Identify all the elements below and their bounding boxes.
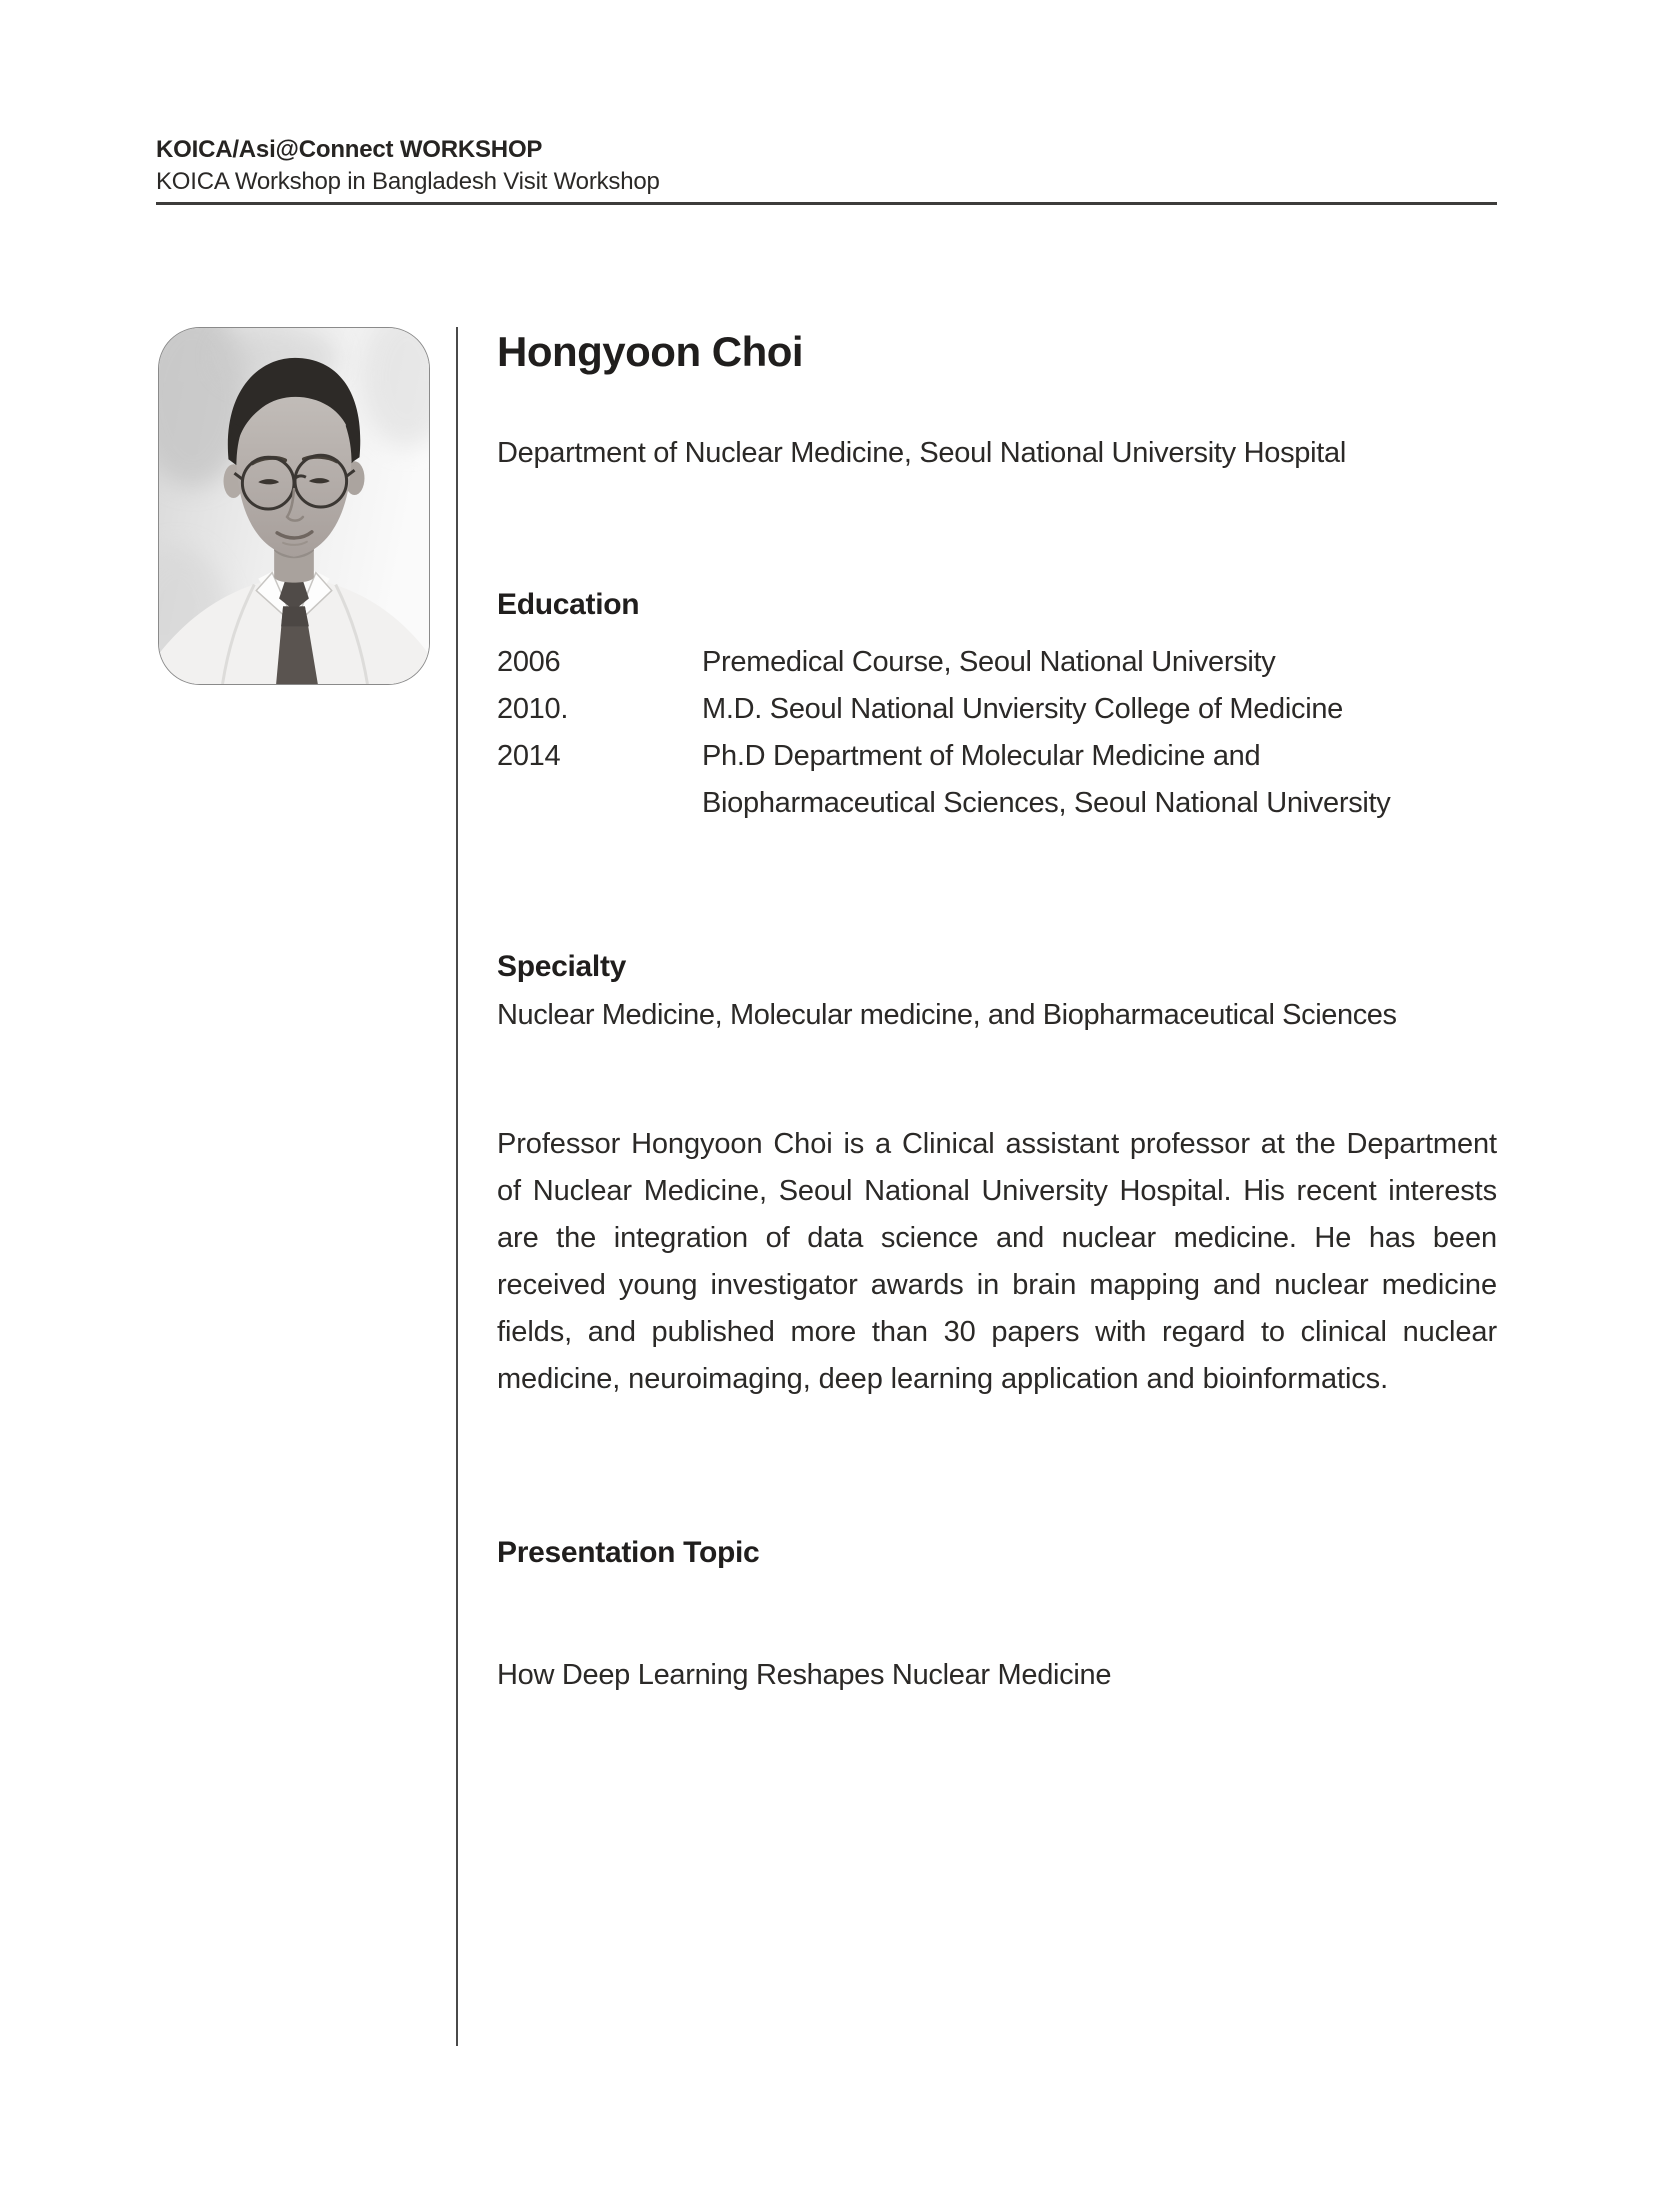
education-detail: Premedical Course, Seoul National University	[702, 646, 1276, 678]
header-rule	[156, 202, 1497, 205]
education-row	[497, 639, 1497, 686]
education-detail: M.D. Seoul National Unviersity College of Medicine	[702, 693, 1344, 725]
education-detail: Ph.D Department of Molecular Medicine and Biopharmaceutical Sciences, Seoul National University	[702, 740, 1391, 819]
presentation-topic-text: How Deep Learning Reshapes Nuclear Medicine	[497, 1659, 1112, 1691]
specialty-heading: Specialty	[497, 950, 627, 983]
education-heading: Education	[497, 588, 640, 621]
workshop-subtitle: KOICA Workshop in Bangladesh Visit Workshop	[156, 168, 660, 195]
education-year: 2010.	[497, 693, 569, 725]
speaker-affiliation: Department of Nuclear Medicine, Seoul National University Hospital	[497, 437, 1346, 469]
vertical-divider	[456, 327, 458, 2046]
speaker-photo	[158, 327, 430, 685]
page-header	[156, 134, 1497, 198]
speaker-name: Hongyoon Choi	[497, 328, 804, 375]
speaker-bio: Professor Hongyoon Choi is a Clinical assistant professor at the Department of Nuclear Medicine, Seoul National University Hospital. His recent interests are the integration of data science and nuclear medicine. He has been received young investigator awards in brain mapping and nuclear medicine fields, and published more than 30 papers with regard to clinical nuclear medicine, neuroimaging, deep learning application and bioinformatics.	[497, 1128, 1497, 1395]
education-year: 2014	[497, 740, 561, 772]
specialty-text: Nuclear Medicine, Molecular medicine, and Biopharmaceutical Sciences	[497, 999, 1397, 1031]
portrait-illustration	[159, 328, 429, 684]
presentation-topic-heading: Presentation Topic	[497, 1536, 760, 1569]
education-row	[497, 686, 1497, 733]
education-list	[497, 639, 1497, 827]
education-row	[497, 733, 1497, 827]
education-year: 2006	[497, 646, 561, 678]
workshop-title: KOICA/Asi@Connect WORKSHOP	[156, 136, 543, 163]
speaker-profile	[497, 327, 1497, 1695]
